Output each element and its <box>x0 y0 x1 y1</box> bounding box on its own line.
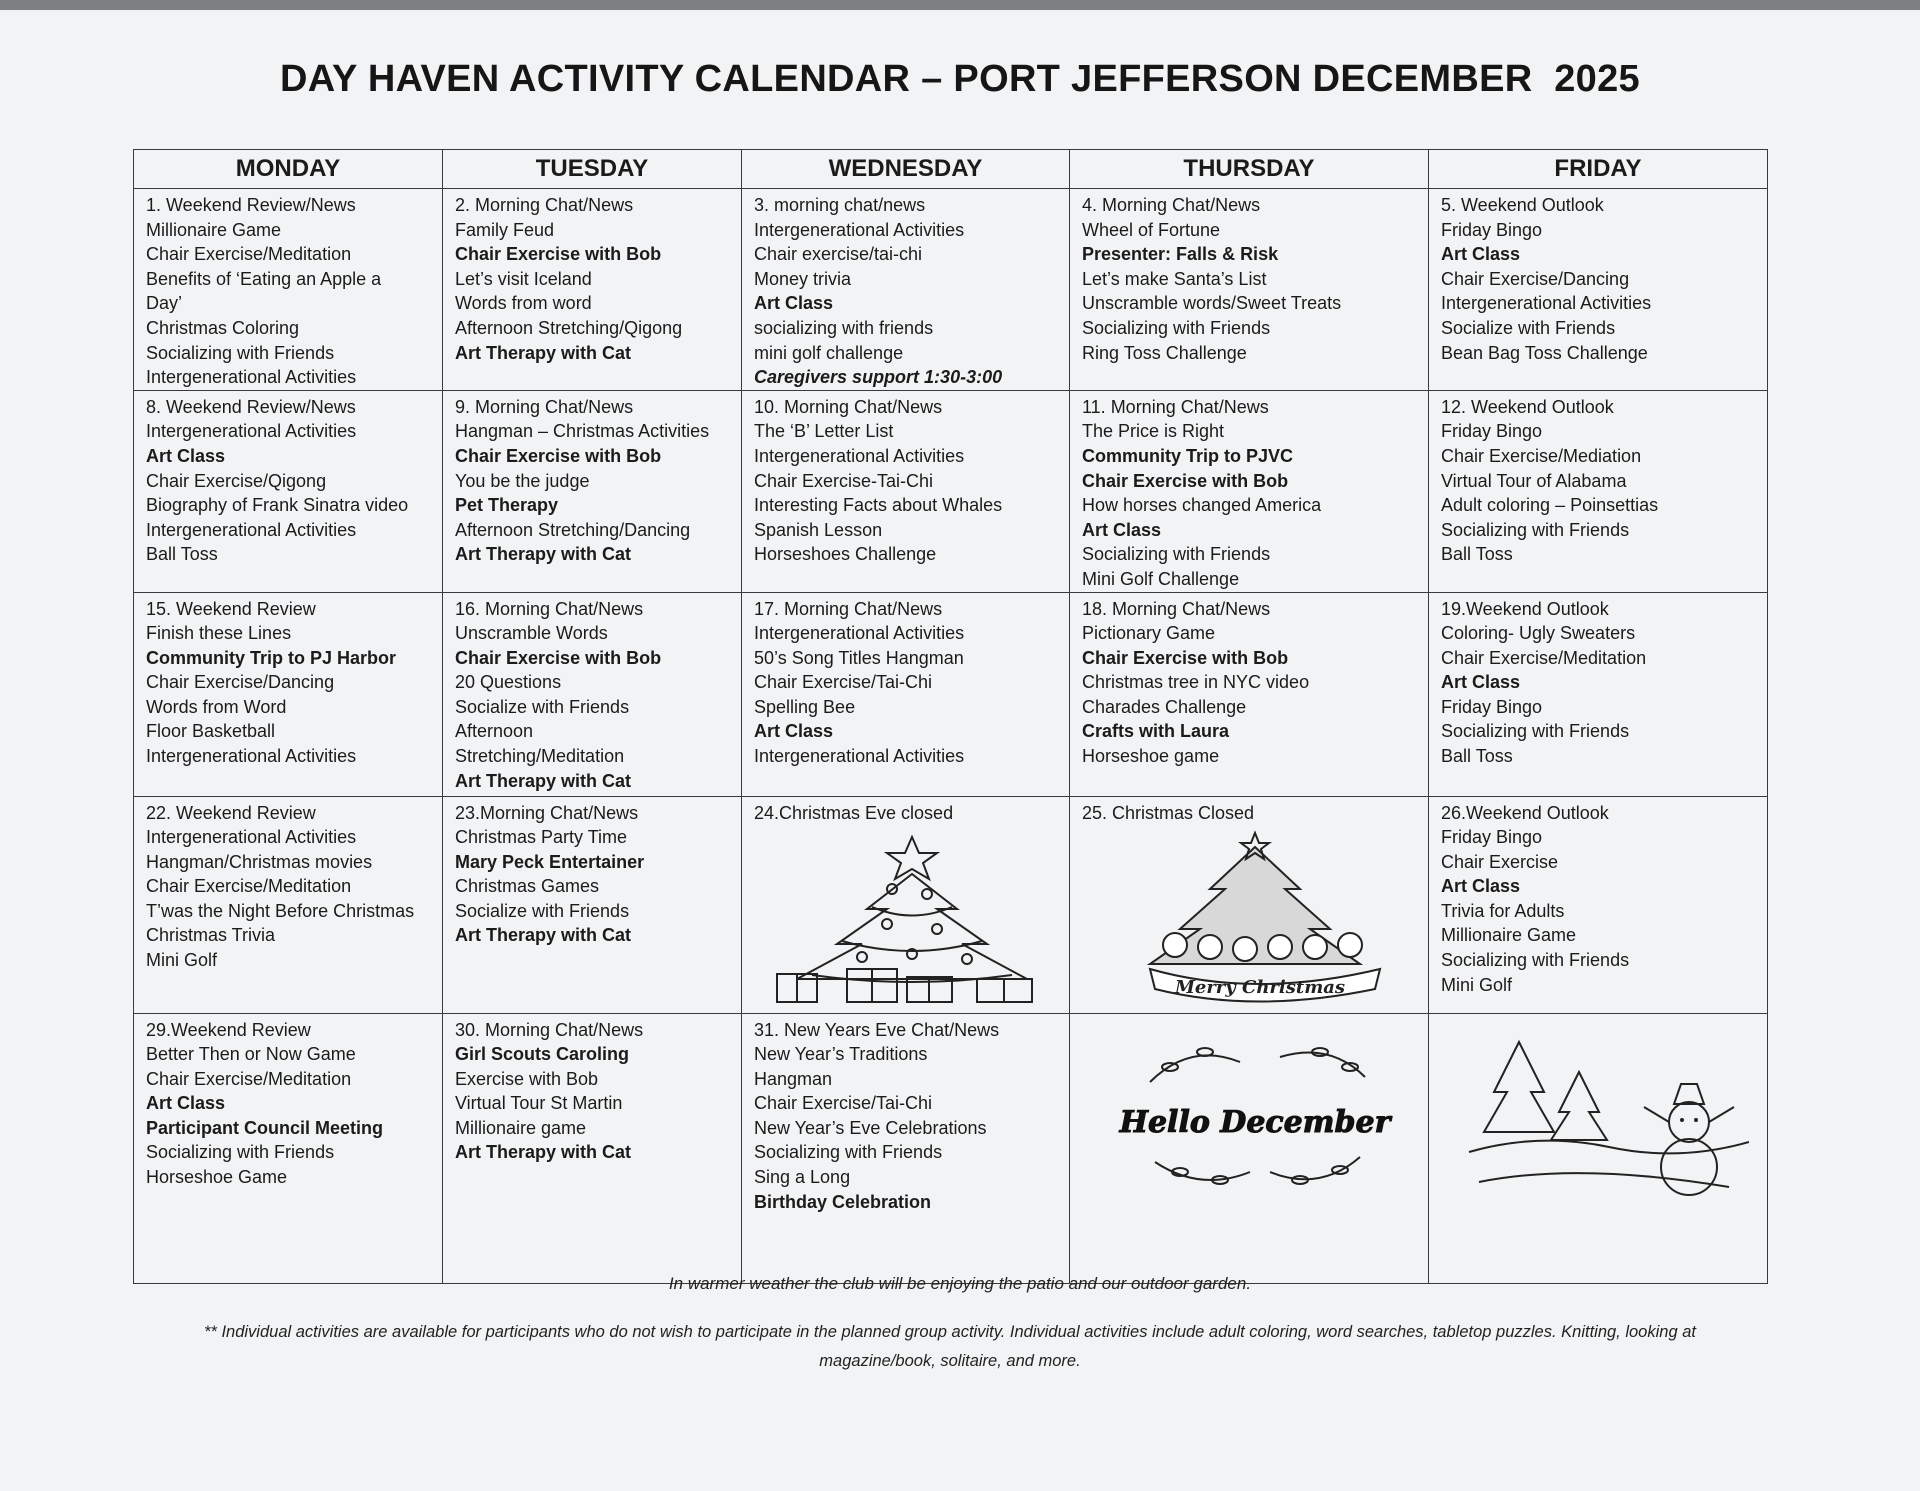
activity-item: New Year’s Traditions <box>754 1044 928 1065</box>
activity-item: Intergenerational Activities <box>146 746 357 767</box>
activity-item: socializing with friends <box>754 317 934 338</box>
activity-item: Intergenerational Activities <box>754 219 965 240</box>
activity-item: Wheel of Fortune <box>1082 219 1221 240</box>
activity-item: Mary Peck Entertainer <box>455 851 645 872</box>
christmas-tree-gifts-illustration <box>767 829 1057 1009</box>
activity-item: Mini Golf Challenge <box>1082 568 1240 589</box>
weekday-header-row <box>134 150 1768 189</box>
day-cell-thursday <box>1070 592 1429 796</box>
day-cell-monday <box>134 1013 443 1283</box>
activity-item: Coloring- Ugly Sweaters <box>1441 623 1636 644</box>
activity-item: New Year’s Eve Celebrations <box>754 1117 987 1138</box>
activity-calendar-table <box>133 149 1768 1284</box>
activity-item: Socializing with Friends <box>1082 544 1271 565</box>
activity-item: Chair Exercise/Meditation <box>146 244 352 265</box>
day-cell-wednesday <box>742 390 1070 592</box>
activity-item: Presenter: Falls & Risk <box>1082 244 1279 265</box>
activity-item: Unscramble Words <box>455 623 608 644</box>
activity-item: 50’s Song Titles Hangman <box>754 647 964 668</box>
activity-item: Afternoon Stretching/Qigong <box>455 317 683 338</box>
day-date-label: 17. Morning Chat/News <box>754 598 943 619</box>
activity-item: Horseshoe Game <box>146 1167 288 1188</box>
activity-item: Stretching/Meditation <box>455 746 625 767</box>
activity-item: Christmas Party Time <box>455 827 628 848</box>
activity-item: Christmas tree in NYC video <box>1082 672 1310 693</box>
activity-item: Art Class <box>146 445 226 466</box>
activity-item: Chair Exercise/Meditation <box>1441 647 1647 668</box>
activity-item: Chair Exercise with Bob <box>1082 647 1289 668</box>
activity-item: Crafts with Laura <box>1082 721 1230 742</box>
activity-item: Socializing with Friends <box>1082 317 1271 338</box>
activity-item: Money trivia <box>754 268 852 289</box>
day-cell-wednesday <box>742 796 1070 1013</box>
day-date-label: 2. Morning Chat/News <box>455 195 634 215</box>
activity-item: Friday Bingo <box>1441 421 1543 442</box>
activity-item: Interesting Facts about Whales <box>754 495 1003 516</box>
hello-december-illustration <box>1110 1022 1400 1202</box>
activity-item: Art Therapy with Cat <box>455 925 632 946</box>
activity-item: Intergenerational Activities <box>146 519 357 540</box>
day-date-label: 15. Weekend Review <box>146 598 316 619</box>
activity-item: Intergenerational Activities <box>146 827 357 848</box>
activity-item: Biography of Frank Sinatra video <box>146 495 409 516</box>
day-cell-friday <box>1429 592 1768 796</box>
activity-item: Socializing with Friends <box>146 1142 335 1163</box>
day-cell-thursday <box>1070 796 1429 1013</box>
activity-item: Art Therapy with Cat <box>455 1142 632 1163</box>
activity-item: Christmas Coloring <box>146 317 300 338</box>
activity-item: Horseshoes Challenge <box>754 544 937 565</box>
activity-item: Chair Exercise/Dancing <box>146 672 335 693</box>
activity-item: Girl Scouts Caroling <box>455 1044 630 1065</box>
snowman-winter-scene-illustration <box>1459 1022 1749 1202</box>
day-cell-tuesday <box>443 592 742 796</box>
activity-item: Art Class <box>754 293 834 314</box>
activity-item: Socialize with Friends <box>1441 317 1616 338</box>
day-date-label: 31. New Years Eve Chat/News <box>754 1019 1000 1040</box>
activity-item: Art Class <box>1082 519 1162 540</box>
day-cell-tuesday <box>443 1013 742 1283</box>
day-cell-tuesday <box>443 390 742 592</box>
activity-item: Spelling Bee <box>754 696 856 717</box>
activity-item: Participant Council Meeting <box>146 1117 384 1138</box>
day-cell-thursday <box>1070 1013 1429 1283</box>
day-header-monday: MONDAY <box>134 150 443 189</box>
activity-item: Virtual Tour of Alabama <box>1441 470 1627 491</box>
activity-item: Chair Exercise <box>1441 851 1559 872</box>
day-date-label: 8. Weekend Review/News <box>146 396 356 417</box>
calendar-sheet <box>0 10 1920 1491</box>
activity-item: Art Therapy with Cat <box>455 342 632 363</box>
activity-item: The Price is Right <box>1082 421 1225 442</box>
activity-item: Friday Bingo <box>1441 827 1543 848</box>
activity-item: Chair Exercise/Mediation <box>1441 445 1642 466</box>
activity-item: Art Class <box>1441 244 1521 265</box>
hello-december-lettering: Hello December <box>1119 1104 1391 1140</box>
day-cell-wednesday <box>742 1013 1070 1283</box>
activity-item: Birthday Celebration <box>754 1191 932 1212</box>
activity-item: Unscramble words/Sweet Treats <box>1082 293 1342 314</box>
activity-item: Art Class <box>1441 876 1521 897</box>
day-date-label: 30. Morning Chat/News <box>455 1019 644 1040</box>
activity-item: Afternoon Stretching/Dancing <box>455 519 691 540</box>
day-cell-wednesday <box>742 189 1070 391</box>
activity-item: You be the judge <box>455 470 590 491</box>
day-cell-friday <box>1429 390 1768 592</box>
day-date-label: 4. Morning Chat/News <box>1082 195 1261 215</box>
activity-item: Hangman/Christmas movies <box>146 851 373 872</box>
day-cell-thursday <box>1070 390 1429 592</box>
activity-item: Millionaire Game <box>1441 925 1577 946</box>
day-date-label: 29.Weekend Review <box>146 1019 311 1040</box>
activity-item: Chair Exercise with Bob <box>1082 470 1289 491</box>
day-cell-friday <box>1429 796 1768 1013</box>
activity-item: Benefits of ‘Eating an Apple a <box>146 268 382 289</box>
activity-item: Words from word <box>455 293 592 314</box>
activity-item: Intergenerational Activities <box>1441 293 1652 314</box>
activity-item: Socialize with Friends <box>455 900 630 921</box>
activity-item: Charades Challenge <box>1082 696 1247 717</box>
activity-item: Chair Exercise-Tai-Chi <box>754 470 934 491</box>
activity-item: The ‘B’ Letter List <box>754 421 894 442</box>
activity-item: Hangman – Christmas Activities <box>455 421 710 442</box>
day-date-label: 5. Weekend Outlook <box>1441 195 1604 215</box>
activity-item: Art Class <box>754 721 834 742</box>
activity-item: Intergenerational Activities <box>754 746 965 767</box>
day-date-label: 3. morning chat/news <box>754 195 926 215</box>
activity-item: 20 Questions <box>455 672 562 693</box>
activity-item: Intergenerational Activities <box>146 367 357 388</box>
activity-item: Let’s make Santa’s List <box>1082 268 1267 289</box>
day-date-label: 26.Weekend Outlook <box>1441 802 1609 823</box>
activity-item: T’was the Night Before Christmas <box>146 900 415 921</box>
activity-item: Socializing with Friends <box>1441 950 1630 971</box>
day-date-label: 9. Morning Chat/News <box>455 396 634 417</box>
activity-item: Socialize with Friends <box>455 696 630 717</box>
activity-item: Ball Toss <box>1441 746 1513 767</box>
week-row <box>134 592 1768 796</box>
day-cell-friday <box>1429 189 1768 391</box>
activity-item: Ball Toss <box>146 544 218 565</box>
week-row <box>134 390 1768 592</box>
day-date-label: 25. Christmas Closed <box>1082 802 1255 823</box>
day-date-label: 12. Weekend Outlook <box>1441 396 1614 417</box>
activity-item: Millionaire game <box>455 1117 587 1138</box>
day-date-label: 16. Morning Chat/News <box>455 598 644 619</box>
activity-item: Hangman <box>754 1068 833 1089</box>
day-date-label: 18. Morning Chat/News <box>1082 598 1271 619</box>
activity-item: Christmas Trivia <box>146 925 276 946</box>
activity-item: Chair Exercise/Tai-Chi <box>754 1093 933 1114</box>
merry-christmas-banner-text: Merry Christmas <box>1174 977 1346 999</box>
activity-item: Socializing with Friends <box>146 342 335 363</box>
activity-item: Socializing with Friends <box>1441 721 1630 742</box>
activity-item: Adult coloring – Poinsettias <box>1441 495 1659 516</box>
day-date-label: 1. Weekend Review/News <box>146 195 356 215</box>
activity-item: Sing a Long <box>754 1167 851 1188</box>
day-header-tuesday: TUESDAY <box>443 150 742 189</box>
day-header-friday: FRIDAY <box>1429 150 1768 189</box>
day-cell-friday <box>1429 1013 1768 1283</box>
day-cell-monday <box>134 796 443 1013</box>
activity-item: Intergenerational Activities <box>754 623 965 644</box>
activity-item: Caregivers support 1:30-3:00 <box>754 367 1003 388</box>
activity-item: Intergenerational Activities <box>146 421 357 442</box>
day-cell-monday <box>134 390 443 592</box>
activity-item: Chair Exercise with Bob <box>455 244 662 265</box>
activity-item: Mini Golf <box>1441 974 1513 995</box>
activity-item: Virtual Tour St Martin <box>455 1093 623 1114</box>
activity-item: Floor Basketball <box>146 721 276 742</box>
day-cell-wednesday <box>742 592 1070 796</box>
day-date-label: 24.Christmas Eve closed <box>754 802 954 823</box>
footer-individual-activities: ** Individual activities are available for participants who do not wish to participate in the planned group activity. Individual activities include adult coloring, word searches, tabletop puzzles. Knitting, looking at magazine/book, solitaire, and more. <box>204 1323 1696 1370</box>
activity-item: Chair Exercise/Tai-Chi <box>754 672 933 693</box>
activity-item: mini golf challenge <box>754 342 904 363</box>
week-row <box>134 1013 1768 1283</box>
activity-item: Friday Bingo <box>1441 696 1543 717</box>
day-date-label: 11. Morning Chat/News <box>1082 396 1269 417</box>
activity-item: Christmas Games <box>455 876 600 897</box>
activity-item: Finish these Lines <box>146 623 292 644</box>
activity-item: Trivia for Adults <box>1441 900 1565 921</box>
day-cell-thursday <box>1070 189 1429 391</box>
activity-item: Socializing with Friends <box>1441 519 1630 540</box>
day-cell-monday <box>134 189 443 391</box>
day-cell-tuesday <box>443 189 742 391</box>
day-cell-tuesday <box>443 796 742 1013</box>
day-header-thursday: THURSDAY <box>1070 150 1429 189</box>
activity-item: Intergenerational Activities <box>754 445 965 466</box>
activity-item: Ring Toss Challenge <box>1082 342 1247 363</box>
activity-item: Art Therapy with Cat <box>455 770 632 791</box>
activity-item: Chair Exercise/Meditation <box>146 1068 352 1089</box>
day-date-label: 22. Weekend Review <box>146 802 316 823</box>
activity-item: Socializing with Friends <box>754 1142 943 1163</box>
day-date-label: 19.Weekend Outlook <box>1441 598 1609 619</box>
merry-christmas-tree-illustration <box>1110 829 1400 1009</box>
day-cell-monday <box>134 592 443 796</box>
activity-item: Pictionary Game <box>1082 623 1216 644</box>
activity-item: Art Therapy with Cat <box>455 544 632 565</box>
week-row <box>134 189 1768 391</box>
activity-item: Spanish Lesson <box>754 519 883 540</box>
activity-item: Millionaire Game <box>146 219 282 240</box>
activity-item: Mini Golf <box>146 950 218 971</box>
activity-item: Words from Word <box>146 696 287 717</box>
activity-item: How horses changed America <box>1082 495 1322 516</box>
activity-item: Family Feud <box>455 219 555 240</box>
activity-item: Let’s visit Iceland <box>455 268 592 289</box>
activity-item: Art Class <box>1441 672 1521 693</box>
activity-item: Community Trip to PJ Harbor <box>146 647 397 668</box>
activity-item: Afternoon <box>455 721 534 742</box>
page-title: DAY HAVEN ACTIVITY CALENDAR – PORT JEFFERSON DECEMBER 2025 <box>280 58 1640 100</box>
activity-item: Pet Therapy <box>455 495 559 516</box>
activity-item: Chair Exercise with Bob <box>455 445 662 466</box>
day-date-label: 23.Morning Chat/News <box>455 802 639 823</box>
activity-item: Art Class <box>146 1093 226 1114</box>
activity-item: Bean Bag Toss Challenge <box>1441 342 1648 363</box>
activity-item: Community Trip to PJVC <box>1082 445 1294 466</box>
activity-item: Better Then or Now Game <box>146 1044 356 1065</box>
activity-item: Chair Exercise/Meditation <box>146 876 352 897</box>
activity-item: Chair Exercise/Qigong <box>146 470 327 491</box>
activity-item: Exercise with Bob <box>455 1068 599 1089</box>
activity-item: Chair exercise/tai-chi <box>754 244 923 265</box>
footer-note: In warmer weather the club will be enjoying the patio and our outdoor garden. <box>668 1274 1252 1293</box>
activity-item: Horseshoe game <box>1082 746 1220 767</box>
activity-item: Chair Exercise/Dancing <box>1441 268 1630 289</box>
activity-item: Friday Bingo <box>1441 219 1543 240</box>
activity-item: Day’ <box>146 293 183 314</box>
day-date-label: 10. Morning Chat/News <box>754 396 943 417</box>
activity-item: Ball Toss <box>1441 544 1513 565</box>
day-header-wednesday: WEDNESDAY <box>742 150 1070 189</box>
activity-item: Chair Exercise with Bob <box>455 647 662 668</box>
week-row <box>134 796 1768 1013</box>
